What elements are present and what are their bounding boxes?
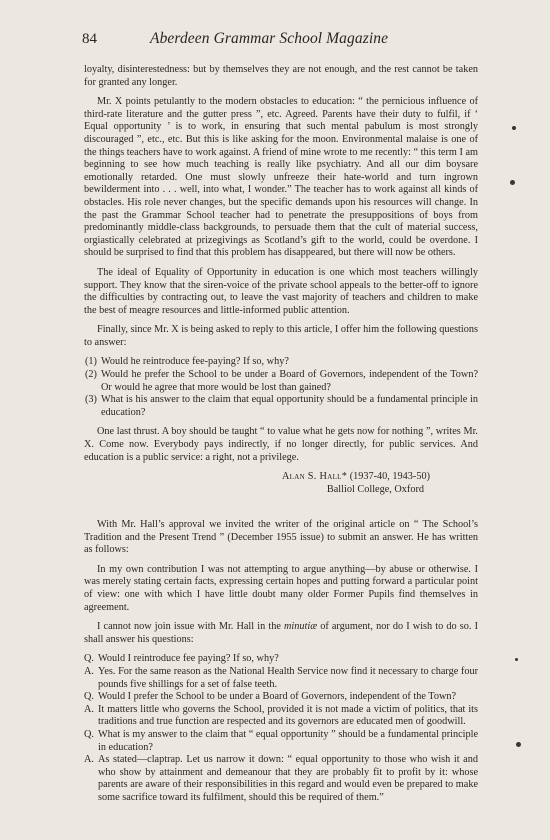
running-head: Aberdeen Grammar School Magazine <box>150 30 389 47</box>
qa-tag: Q. <box>84 653 94 665</box>
paragraph: One last thrust. A boy should be taught “ to value what he gets now for nothing ”, writes Mr. X. Come now. Everybody pays indirectly, if no longer directly, for public services. And education is a public service: a right, not a privilege. <box>84 426 478 463</box>
scan-speck <box>515 658 518 661</box>
qa-item <box>84 666 478 691</box>
article-body <box>84 64 478 805</box>
page-header <box>82 30 482 56</box>
qa-text: What is my answer to the claim that “ equal opportunity ” should be a fundamental principle in education? <box>98 728 478 753</box>
scan-speck <box>516 742 521 747</box>
list-item <box>85 394 478 419</box>
page-number: 84 <box>82 31 97 47</box>
qa-text: As stated—claptrap. Let us narrow it down: “ equal opportunity to those who wish it and who show by attainment and demeanour that they are probably fit to profit by it: whose parents are aware of their responsibilities in this regard and would even be prepared to make some sacrifice toward its fulfilment, should this be required of them.” <box>98 754 478 803</box>
list-item-text: Would he prefer the School to be under a Board of Governors, independent of the Town? Or would he agree that more would be lost than gained? <box>101 369 478 393</box>
paragraph: In my own contribution I was not attempting to argue anything—by abuse or otherwise. I was merely stating certain facts, expressing certain hopes and putting forward a particular point of view: one with which I have little doubt many older Former Pupils find themselves in agreement. <box>84 563 478 613</box>
paragraph: loyalty, disinterestedness: but by themselves they are not enough, and the rest cannot be taken for granted any longer. <box>84 64 478 88</box>
question-list <box>84 356 478 419</box>
list-item-number: (2) <box>85 369 97 381</box>
qa-item <box>84 729 478 754</box>
qa-list <box>84 653 478 804</box>
scan-speck <box>510 180 515 185</box>
paragraph: The ideal of Equality of Opportunity in education is one which most teachers willingly support. They know that the siren-voice of the private school appeals to the better-off to ignore the difficulties by contracting out, to leave the vast majority of teachers and children to make the best of meagre resources and little-informed public attention. <box>84 266 478 316</box>
list-item-text: Would he reintroduce fee-paying? If so, why? <box>101 356 289 368</box>
paragraph <box>84 621 478 646</box>
qa-item <box>84 704 478 729</box>
author-name: Alan S. Hall* <box>281 471 348 483</box>
list-item-number: (3) <box>85 394 97 406</box>
paragraph: Finally, since Mr. X is being asked to reply to this article, I offer him the following questions to answer: <box>84 324 478 348</box>
text-run: I cannot now join issue with Mr. Hall in the <box>97 621 285 633</box>
qa-item <box>84 653 478 666</box>
emphasis: minutiæ <box>284 621 318 633</box>
text-run: of argument, nor do I wish to do so. I shall answer his questions: <box>84 621 478 645</box>
list-item-number: (1) <box>85 356 97 368</box>
author-signature <box>84 471 478 496</box>
qa-tag: Q. <box>84 728 94 740</box>
qa-text: Would I reintroduce fee paying? If so, why? <box>98 653 279 665</box>
qa-text: Yes. For the same reason as the National Health Service now find it necessary to charge four pounds five shillings for a set of false teeth. <box>98 665 478 690</box>
paragraph: Mr. X points petulantly to the modern obstacles to education: “ the pernicious influence of third-rate literature and the gutter press ”, etc. Agreed. Parents have their duty to fulfil, if ‘ Equal opportunity ’ is to work, in ensuring that such mental pabulum is most strongly discouraged ”, etc., etc. But this is like asking for the moon. Environmental malaise is one of the things teachers have to work against. A friend of mine wrote to me recently: “ this term I am beginning to see how much teaching is really like psychiatry. And all our dim boysare emotionally retarded. One must slowly unfreeze their hate-world and turn ingrown bewilderment into . . . well, into what, I wonder.” The teacher has to work against all kinds of obstacles. His role never changes, but the specific demands upon his resources will change. In the past the Grammar School teacher had to penetrate the presuppositions of boys from predominantly middle-class backgrounds, to persuade them that the cult of material success, orgiastically celebrated at prizegivings as Scotland’s gift to the world, could be overdone. I should be surprised to find that this problem has disappeared, but there will now be others. <box>84 96 478 259</box>
author-college: Balliol College, Oxford <box>326 483 424 495</box>
qa-item <box>84 691 478 704</box>
qa-tag: A. <box>84 754 94 766</box>
qa-tag: Q. <box>84 691 94 703</box>
qa-text: Would I prefer the School to be under a Board of Governors, independent of the Town? <box>98 691 457 703</box>
list-item <box>85 356 478 369</box>
list-item <box>85 369 478 394</box>
scan-speck <box>512 126 516 130</box>
paragraph: With Mr. Hall’s approval we invited the writer of the original article on “ The School’s Tradition and the Present Trend ” (December 1955 issue) to submit an answer. He has written as follows: <box>84 519 478 556</box>
qa-text: It matters little who governs the School, provided it is not made a victim of politics, that its traditions and true function are respected and its governors are educated men of goodwill. <box>98 703 478 728</box>
qa-item <box>84 754 478 804</box>
author-years: (1937-40, 1943-50) <box>349 471 430 483</box>
list-item-text: What is his answer to the claim that equal opportunity should be a fundamental principle in education? <box>101 394 478 418</box>
qa-tag: A. <box>84 665 94 677</box>
qa-tag: A. <box>84 703 94 715</box>
